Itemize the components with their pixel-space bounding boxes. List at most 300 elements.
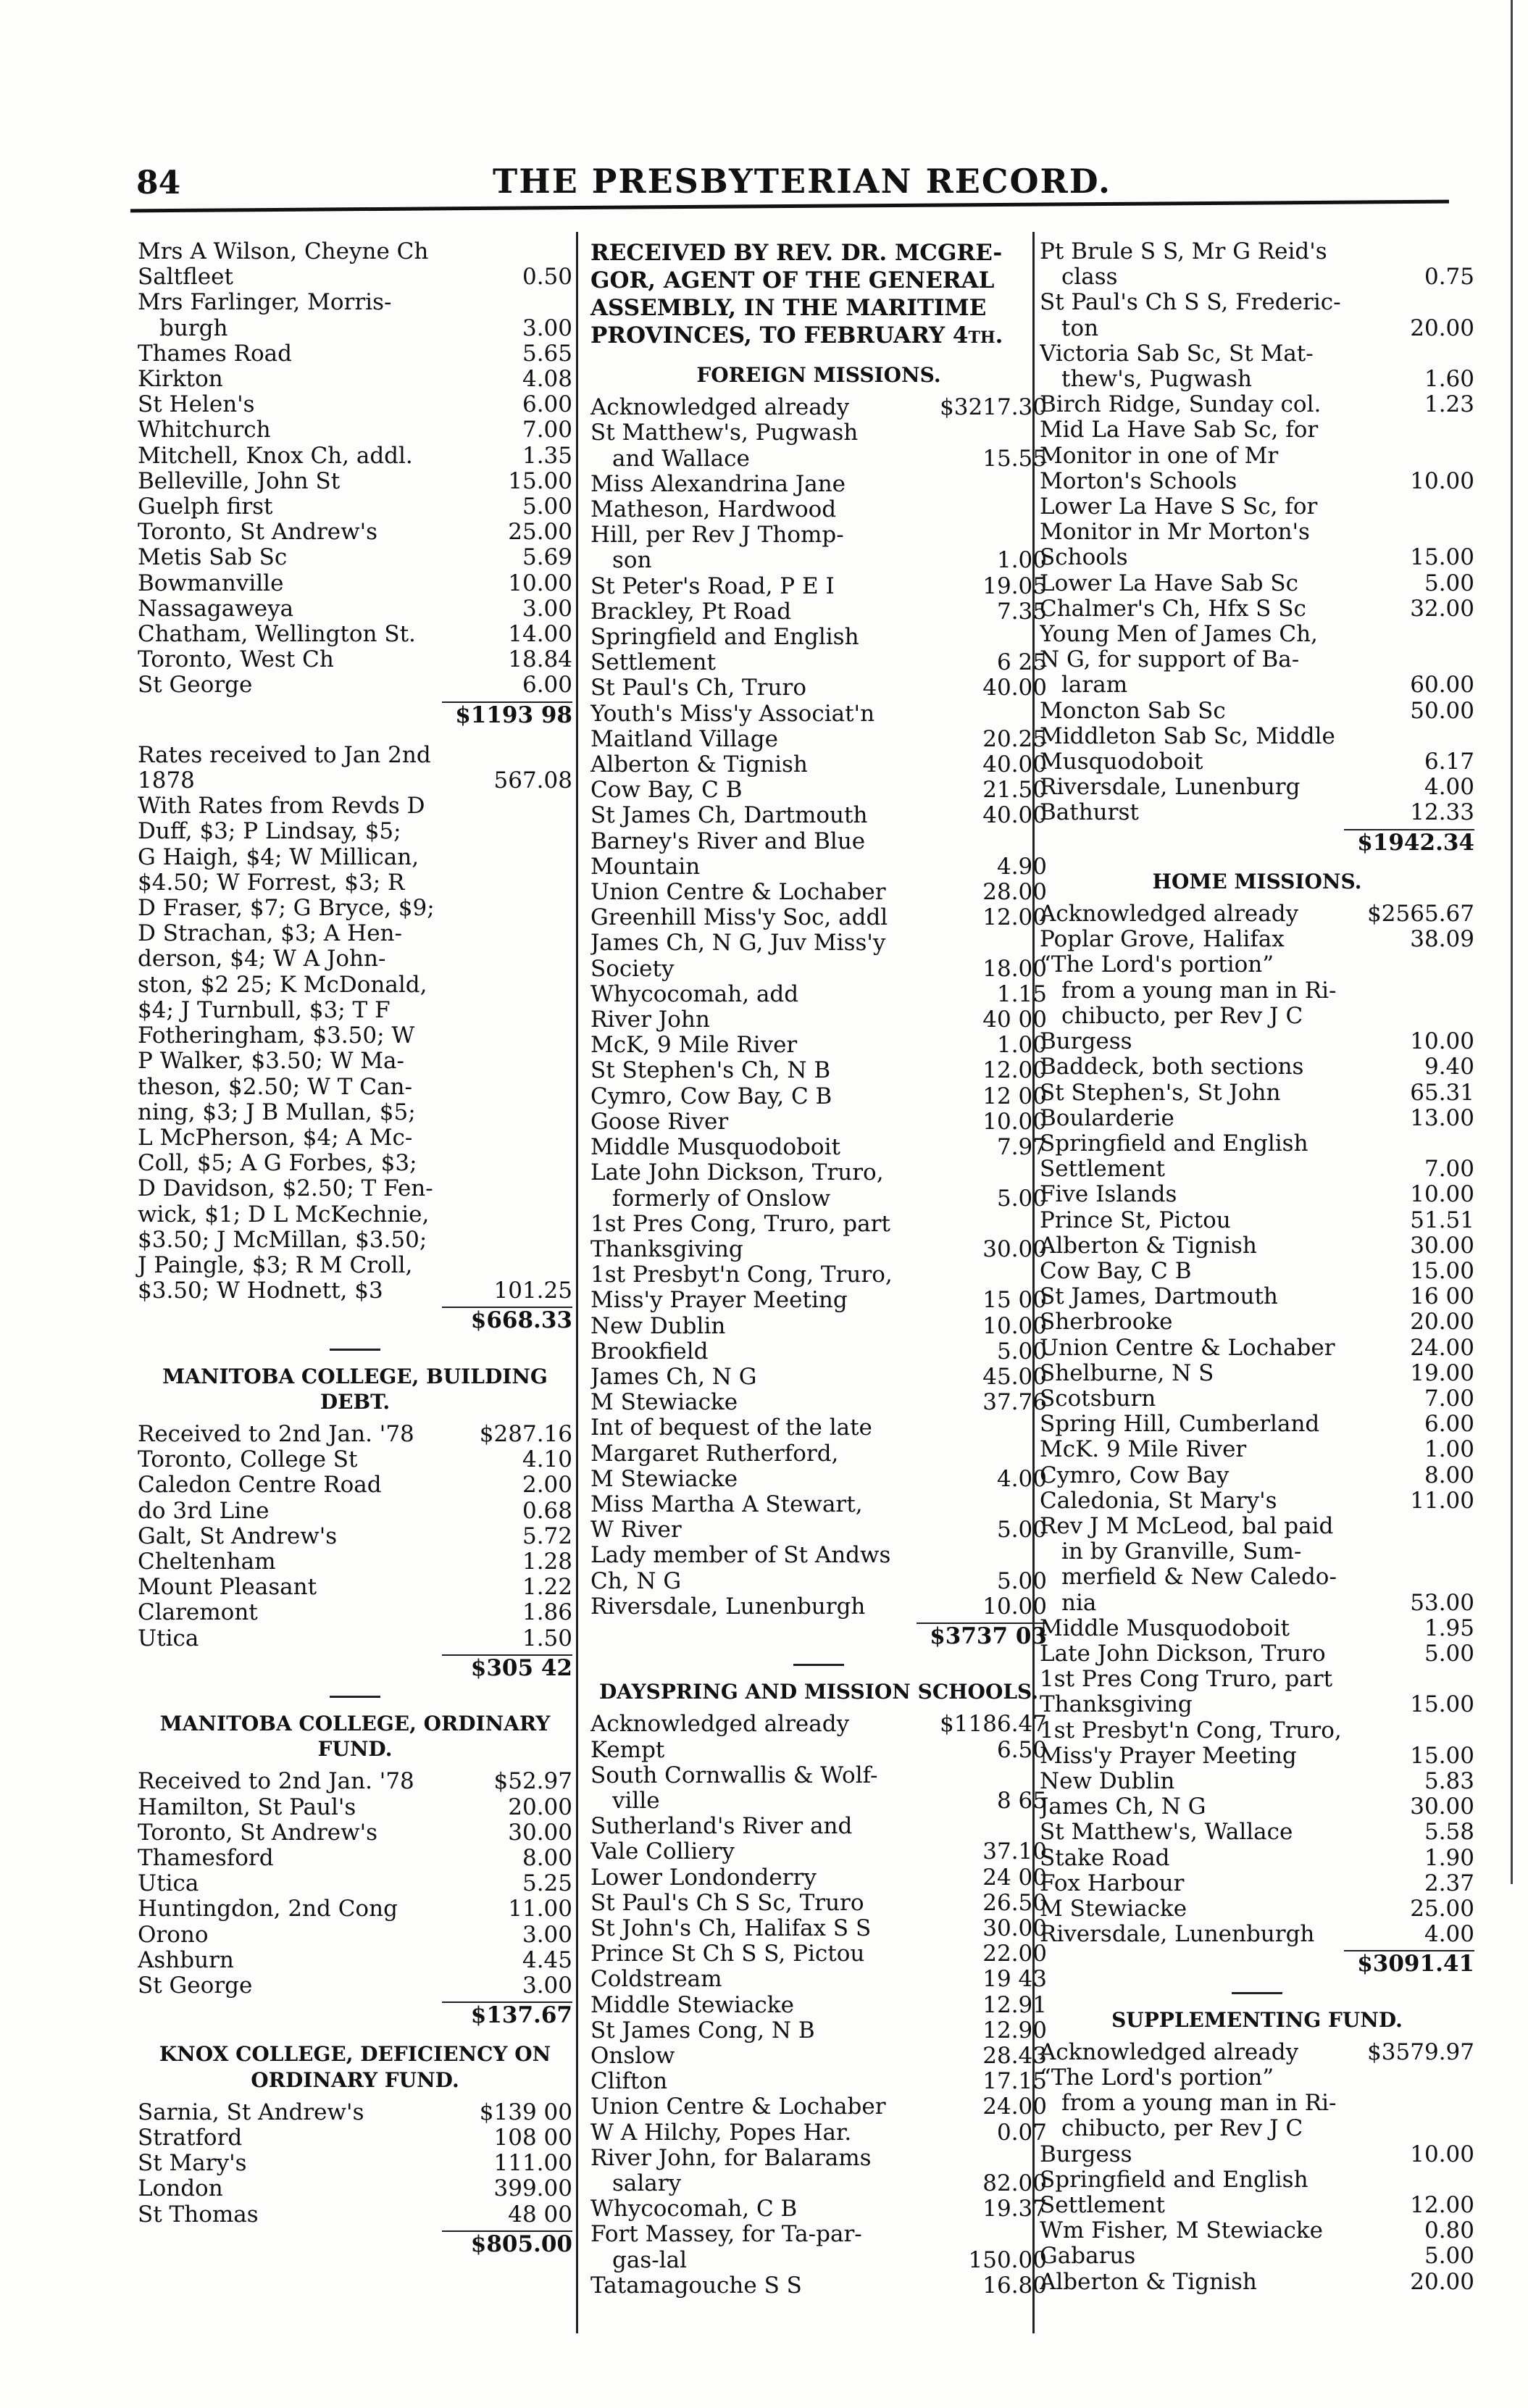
text-line: D Fraser, $7; G Bryce, $9; <box>138 895 435 922</box>
entry-amount: 25.00 <box>1410 1896 1474 1922</box>
list-item <box>138 1524 572 1549</box>
entry-name: Lower Londonderry <box>590 1865 817 1891</box>
list-item <box>138 647 572 672</box>
entry-amount: 10.00 <box>1410 467 1474 494</box>
entry-name: Cow Bay, C B <box>590 778 743 804</box>
entry-amount: 26.50 <box>982 1889 1047 1916</box>
list-item <box>1040 2142 1474 2167</box>
list-item <box>590 905 1047 930</box>
entry-name: Hill, per Rev J Thomp- <box>590 522 844 549</box>
entry-name: Toronto, College St <box>138 1447 358 1473</box>
entry-name: Mid La Have Sab Sc, for <box>1040 417 1319 443</box>
list-item <box>138 1422 572 1447</box>
entry-amount: 3.00 <box>522 595 572 622</box>
entry-name: Ch, N G <box>590 1568 682 1594</box>
entry-name: Victoria Sab Sc, St Mat- <box>1040 341 1314 367</box>
entry-name: Whitchurch <box>138 417 271 443</box>
list-item <box>138 316 572 341</box>
entry-amount: 2.00 <box>522 1472 572 1499</box>
entry-amount: 19.05 <box>982 572 1047 599</box>
list-item <box>590 599 1047 625</box>
section-total: $805.00 <box>442 2230 572 2257</box>
entry-name: Baddeck, both sections <box>1040 1054 1304 1080</box>
text-line: theson, $2.50; W T Can- <box>138 1073 412 1100</box>
list-item <box>1040 2167 1474 2193</box>
entry-amount: 4.00 <box>1424 1921 1474 1948</box>
list-item <box>1040 978 1474 1004</box>
entry-name: Union Centre & Lochaber <box>1040 1335 1335 1361</box>
list-item <box>590 1160 1047 1186</box>
entry-name: Nassagaweya <box>138 596 294 622</box>
list-item <box>138 520 572 545</box>
list-item <box>590 1365 1047 1390</box>
list-item <box>590 446 1047 472</box>
list-item <box>590 1916 1047 1941</box>
section-heading <box>138 1711 572 1762</box>
entry-amount: 20.00 <box>1410 314 1474 341</box>
list-item <box>590 1543 1047 1568</box>
list-item <box>590 2094 1047 2120</box>
entry-amount: 18.00 <box>982 955 1047 982</box>
entry-name: Clifton <box>590 2069 668 2095</box>
text-line: PROVINCES, TO FEBRUARY 4th. <box>590 322 1003 349</box>
section-total: $668.33 <box>442 1307 572 1333</box>
list-item <box>138 417 572 443</box>
entry-name: Pt Brule S S, Mr G Reid's <box>1040 239 1327 264</box>
list-item <box>138 1769 572 1794</box>
entry-name: “The Lord's portion” <box>1040 952 1274 978</box>
list-item <box>138 672 572 698</box>
section-total: $1193 98 <box>442 701 572 728</box>
entry-name: Brookfield <box>590 1338 709 1365</box>
entry-name: Springfield and English <box>590 625 859 651</box>
list-item <box>1040 724 1474 749</box>
entry-name: Stake Road <box>1040 1845 1170 1871</box>
entry-name: Sarnia, St Andrew's <box>138 2099 364 2125</box>
text-line: ning, $3; J B Mullan, $5; <box>138 1099 416 1125</box>
entry-name: Brackley, Pt Road <box>590 599 792 625</box>
entry-name: Rates received to Jan 2nd <box>138 742 431 768</box>
page-edge <box>1511 0 1513 1884</box>
list-item <box>138 571 572 596</box>
entry-amount: $139 00 <box>479 2099 572 2125</box>
entry-name: New Dublin <box>590 1313 726 1339</box>
entry-amount: 5.00 <box>1424 2243 1474 2270</box>
entry-amount: 15.00 <box>508 467 572 494</box>
entry-name: “The Lord's portion” <box>1040 2065 1274 2091</box>
entry-amount: 12.00 <box>982 1057 1047 1084</box>
entry-amount: 5.00 <box>1424 570 1474 596</box>
list-item <box>590 829 1047 854</box>
entry-name: Huntingdon, 2nd Cong <box>138 1896 398 1922</box>
list-item <box>1040 672 1474 698</box>
text-line: P Walker, $3.50; W Ma- <box>138 1048 404 1075</box>
entry-name: Wm Fisher, M Stewiacke <box>1040 2218 1323 2244</box>
entry-amount: 0.50 <box>522 264 572 291</box>
entry-name: Alberton & Tignish <box>1040 2269 1257 2295</box>
list-item <box>1040 1794 1474 1820</box>
entry-name: St Thomas <box>138 2201 259 2228</box>
list-item <box>1040 1412 1474 1437</box>
list-item <box>1040 1616 1474 1641</box>
entry-name: Greenhill Miss'y Soc, addl <box>590 905 888 931</box>
list-item <box>590 1339 1047 1365</box>
entry-name: Five Islands <box>1040 1182 1177 1208</box>
list-item <box>138 2151 572 2176</box>
entry-name: Barney's River and Blue <box>590 828 866 854</box>
list-item <box>590 1788 1047 1814</box>
text-line: $3.50; J McMillan, $3.50; <box>138 1226 427 1253</box>
entry-name: Burgess <box>1040 1029 1132 1055</box>
entry-amount: 1.50 <box>522 1625 572 1651</box>
entry-amount: 19.37 <box>982 2196 1047 2222</box>
entry-name: Saltfleet <box>138 264 233 291</box>
entry-amount: 20.00 <box>1410 2268 1474 2295</box>
list-item <box>590 778 1047 803</box>
list-item <box>1040 2065 1474 2091</box>
separator <box>793 1664 844 1666</box>
entry-amount: 11.00 <box>1410 1487 1474 1514</box>
list-item <box>1040 1029 1474 1054</box>
list-item <box>138 545 572 570</box>
section-heading: SUPPLEMENTING FUND. <box>1111 2007 1403 2032</box>
entry-name: 1st Pres Cong Truro, part <box>1040 1667 1333 1693</box>
entry-name: Late John Dickson, Truro, <box>590 1160 884 1186</box>
entry-name: Hamilton, St Paul's <box>138 1794 356 1820</box>
entry-name: 1st Presbyt'n Cong, Truro, <box>590 1262 893 1288</box>
entry-name: Goose River <box>590 1109 729 1135</box>
entry-name: Cheltenham <box>138 1549 276 1575</box>
entry-name: Riversdale, Lunenburgh <box>1040 1922 1315 1948</box>
list-item <box>138 1922 572 1948</box>
entry-name: Moncton Sab Sc <box>1040 698 1226 724</box>
entry-name: River John <box>590 1007 710 1033</box>
entry-name: Middleton Sab Sc, Middle <box>1040 723 1335 749</box>
list-item <box>1040 699 1474 724</box>
entry-name: Belleville, John St <box>138 468 341 494</box>
entry-name: Whycocomah, add <box>590 981 799 1007</box>
entry-name: class <box>1061 264 1118 291</box>
list-item <box>590 727 1047 752</box>
text-line: With Rates from Revds D <box>138 793 425 820</box>
entry-name: Stratford <box>138 2125 243 2151</box>
entry-amount: 14.00 <box>508 621 572 648</box>
list-item <box>590 675 1047 701</box>
entry-amount: 12.33 <box>1410 799 1474 826</box>
section-total: $305 42 <box>442 1654 572 1681</box>
entry-name: W A Hilchy, Popes Har. <box>590 2120 852 2146</box>
entry-name: Young Men of James Ch, <box>1040 622 1318 648</box>
entry-amount: 1.23 <box>1424 391 1474 418</box>
rates-last-line <box>138 1278 572 1304</box>
entry-name: Lady member of St Andws <box>590 1543 891 1569</box>
entry-name: Int of bequest of the late <box>590 1415 872 1441</box>
separator <box>1232 1992 1282 1994</box>
entry-name: Received to 2nd Jan. '78 <box>138 1769 414 1795</box>
list-item <box>1040 2218 1474 2244</box>
entry-amount: 4.10 <box>522 1446 572 1473</box>
entry-name: and Wallace <box>612 446 750 472</box>
text-line: KNOX COLLEGE, DEFICIENCY ON <box>159 2042 551 2067</box>
list-item <box>138 1575 572 1600</box>
entry-amount: 0.75 <box>1424 264 1474 291</box>
entry-amount: 28.00 <box>982 879 1047 906</box>
entry-name: Acknowledged already <box>590 1712 850 1738</box>
entry-name: Caledonia, St Mary's <box>1040 1488 1277 1514</box>
entry-amount: 12.00 <box>982 904 1047 931</box>
entry-name: Middle Musquodoboit <box>1040 1615 1290 1641</box>
entry-name: Caledon Centre Road <box>138 1472 382 1499</box>
entry-amount: 1.15 <box>996 980 1047 1007</box>
list-item <box>1040 647 1474 672</box>
supplementing-fund-list <box>1040 2040 1474 2295</box>
text-line: D Strachan, $3; A Hen- <box>138 920 402 947</box>
knox-college-list <box>138 2100 572 2228</box>
entry-name: son <box>612 548 652 574</box>
list-item <box>1040 1514 1474 1539</box>
list-item <box>590 803 1047 828</box>
text-line: MANITOBA COLLEGE, ORDINARY <box>159 1711 551 1736</box>
list-item <box>590 2196 1047 2222</box>
entry-amount: 3.00 <box>522 1921 572 1948</box>
list-item <box>1040 2040 1474 2065</box>
entry-amount: 1.86 <box>522 1599 572 1626</box>
entry-amount: 37.76 <box>982 1389 1047 1416</box>
entry-amount: 10.00 <box>982 1108 1047 1135</box>
entry-name: Spring Hill, Cumberland <box>1040 1412 1320 1438</box>
list-item <box>1040 749 1474 775</box>
entry-name: Ashburn <box>138 1947 234 1973</box>
entry-amount: 30.00 <box>508 1819 572 1846</box>
list-item <box>1040 2193 1474 2218</box>
list-item <box>590 2248 1047 2273</box>
entry-name: Kirkton <box>138 367 223 393</box>
list-item <box>590 1712 1047 1737</box>
text-line: derson, $4; W A John- <box>138 946 386 972</box>
list-item <box>138 1626 572 1651</box>
entry-amount: 3.00 <box>522 314 572 341</box>
entry-amount: 8.00 <box>522 1844 572 1871</box>
entry-amount: 5.00 <box>996 1185 1047 1212</box>
entry-name: Fort Massey, for Ta-par- <box>590 2222 862 2248</box>
entry-amount: 15.00 <box>1410 544 1474 571</box>
text-line: wick, $1; D L McKechnie, <box>138 1201 430 1228</box>
entry-name: James Ch, N G <box>1040 1794 1206 1820</box>
list-item <box>590 1212 1047 1237</box>
entry-amount: 2.37 <box>1424 1870 1474 1896</box>
entry-name: Lower La Have S Sc, for <box>1040 494 1318 520</box>
entry-amount: $1186.47 <box>940 1711 1047 1738</box>
list-item <box>1040 545 1474 570</box>
entry-amount: 53.00 <box>1410 1589 1474 1616</box>
entry-name: St Matthew's, Pugwash <box>590 420 859 446</box>
entry-name: Bowmanville <box>138 570 284 596</box>
entry-name: St James Ch, Dartmouth <box>590 803 868 829</box>
entry-name: St Stephen's Ch, N B <box>590 1058 831 1084</box>
entry-name: Settlement <box>1040 1157 1165 1183</box>
entry-amount: 10.00 <box>1410 1028 1474 1055</box>
list-item <box>138 1472 572 1498</box>
entry-amount: 16 00 <box>1410 1283 1474 1310</box>
building-debt-list <box>138 1422 572 1651</box>
list-item <box>590 625 1047 650</box>
list-item <box>1040 392 1474 417</box>
entry-amount: $287.16 <box>479 1420 572 1447</box>
text-line: ASSEMBLY, IN THE MARITIME <box>590 295 987 321</box>
entry-name: Mount Pleasant <box>138 1575 317 1601</box>
entry-name: from a young man in Ri- <box>1061 978 1337 1004</box>
entry-name: nia <box>1061 1590 1097 1616</box>
entry-name: Acknowledged already <box>1040 901 1299 928</box>
entry-name: Schools <box>1040 545 1128 571</box>
entry-name: 1878 <box>138 768 195 794</box>
entry-amount: 567.08 <box>493 767 572 794</box>
list-item <box>590 2120 1047 2146</box>
section-heading: FOREIGN MISSIONS. <box>696 363 941 387</box>
list-item <box>1040 316 1474 341</box>
entry-name: ville <box>612 1788 660 1814</box>
list-item <box>1040 1692 1474 1717</box>
list-item <box>590 2222 1047 2247</box>
list-item <box>1040 1054 1474 1080</box>
list-item <box>590 930 1047 956</box>
entry-name: Scotsburn <box>1040 1386 1156 1412</box>
list-item <box>1040 1846 1474 1871</box>
list-item <box>590 574 1047 599</box>
text-line: G Haigh, $4; W Millican, <box>138 843 419 870</box>
list-item <box>590 472 1047 497</box>
entry-name: Toronto, St Andrew's <box>138 520 378 546</box>
column-3 <box>1040 239 1474 2295</box>
entry-name: M Stewiacke <box>590 1466 738 1492</box>
list-item <box>1040 1922 1474 1947</box>
list-item <box>590 1763 1047 1788</box>
entry-amount: 30.00 <box>1410 1793 1474 1820</box>
entry-name: Miss'y Prayer Meeting <box>590 1288 848 1314</box>
list-item <box>1040 1820 1474 1845</box>
list-item <box>590 1738 1047 1763</box>
list-item <box>1040 1106 1474 1131</box>
entry-name: Guelph first <box>138 494 273 520</box>
entry-name: Middle Musquodoboit <box>590 1135 840 1161</box>
entry-name: St James, Dartmouth <box>1040 1284 1278 1310</box>
entry-name: chibucto, per Rev J C <box>1061 1003 1303 1029</box>
entry-amount: 38.09 <box>1410 926 1474 953</box>
entry-amount: 9.40 <box>1424 1054 1474 1080</box>
entry-amount: 24 00 <box>982 1864 1047 1891</box>
list-item <box>138 1871 572 1896</box>
list-item <box>138 367 572 392</box>
list-item <box>138 2176 572 2201</box>
list-item <box>138 1795 572 1820</box>
list-item <box>138 1846 572 1871</box>
entry-amount: 4.90 <box>996 853 1047 880</box>
entry-name: Cymro, Cow Bay, C B <box>590 1083 832 1109</box>
entry-amount: 12.90 <box>982 2017 1047 2044</box>
list-item <box>590 1993 1047 2018</box>
list-item <box>590 522 1047 548</box>
entry-amount: 5.58 <box>1424 1819 1474 1846</box>
text-line: $4; J Turnbull, $3; T F <box>138 996 391 1023</box>
entry-amount: 40.00 <box>982 751 1047 778</box>
entry-name: Acknowledged already <box>1040 2039 1299 2065</box>
entry-name: St Paul's Ch S S, Frederic- <box>1040 290 1341 316</box>
entry-amount: 10.00 <box>982 1312 1047 1339</box>
entry-amount: 8.00 <box>1424 1462 1474 1488</box>
entry-amount: 12.91 <box>982 1991 1047 2018</box>
list-item <box>138 596 572 622</box>
entry-name: M Stewiacke <box>1040 1896 1187 1922</box>
entry-amount: 65.31 <box>1410 1079 1474 1106</box>
text-line: DEBT. <box>320 1389 391 1414</box>
list-item <box>1040 469 1474 494</box>
entry-name: burgh <box>159 315 228 341</box>
entry-amount: 7.00 <box>522 417 572 443</box>
entry-amount: 5.72 <box>522 1522 572 1549</box>
entry-amount: 399.00 <box>493 2175 572 2202</box>
list-item <box>590 854 1047 880</box>
list-item <box>1040 571 1474 596</box>
list-item <box>590 701 1047 727</box>
rates-list <box>138 743 572 793</box>
list-item <box>590 1262 1047 1288</box>
list-item <box>590 1084 1047 1109</box>
entry-amount: 5.00 <box>996 1567 1047 1594</box>
list-item <box>138 2125 572 2151</box>
entry-name: chibucto, per Rev J C <box>1061 2116 1303 2142</box>
entry-name: laram <box>1061 672 1128 699</box>
list-item <box>590 1135 1047 1160</box>
entry-name: thew's, Pugwash <box>1061 367 1253 393</box>
entry-amount: 1.00 <box>1424 1436 1474 1463</box>
text-line: GOR, AGENT OF THE GENERAL <box>590 267 995 293</box>
entry-name: in by Granville, Sum- <box>1061 1539 1302 1565</box>
entry-amount: 4.00 <box>996 1465 1047 1492</box>
entry-amount: 8 65 <box>996 1787 1047 1814</box>
entry-name: Chalmer's Ch, Hfx S Sc <box>1040 596 1306 622</box>
list-item <box>1040 2270 1474 2295</box>
entry-amount: 20.00 <box>1410 1309 1474 1336</box>
entry-name: Birch Ridge, Sunday col. <box>1040 392 1322 418</box>
entry-amount: 40.00 <box>982 802 1047 829</box>
list-item <box>1040 1208 1474 1233</box>
list-item <box>1040 1769 1474 1794</box>
section-heading: DAYSPRING AND MISSION SCHOOLS. <box>599 1680 1038 1704</box>
list-item <box>1040 2116 1474 2141</box>
entry-name: Rev J M McLeod, bal paid <box>1040 1513 1334 1539</box>
entry-name: do 3rd Line <box>138 1498 270 1524</box>
entry-name: Gabarus <box>1040 2244 1136 2270</box>
list-item <box>1040 1259 1474 1284</box>
entry-name: River John, for Balarams <box>590 2145 872 2171</box>
entry-amount: 5.00 <box>1424 1640 1474 1667</box>
entry-amount: $3579.97 <box>1367 2038 1474 2065</box>
entry-name: Thanksgiving <box>590 1236 743 1262</box>
entry-name: Settlement <box>590 650 716 676</box>
entry-name: Acknowledged already <box>590 395 850 421</box>
entry-amount: 10.00 <box>1410 2141 1474 2167</box>
entry-name: St James Cong, N B <box>590 2017 815 2044</box>
text-line: ston, $2 25; K McDonald, <box>138 971 427 998</box>
entry-amount: 108 00 <box>493 2125 572 2151</box>
list-item <box>1040 800 1474 825</box>
list-item <box>138 469 572 494</box>
entry-amount: 7.00 <box>1424 1385 1474 1412</box>
entry-amount: 111.00 <box>493 2150 572 2177</box>
entry-name: formerly of Onslow <box>612 1186 831 1212</box>
entry-name: Riversdale, Lunenburg <box>1040 775 1301 801</box>
entry-name: St George <box>138 1973 253 1999</box>
